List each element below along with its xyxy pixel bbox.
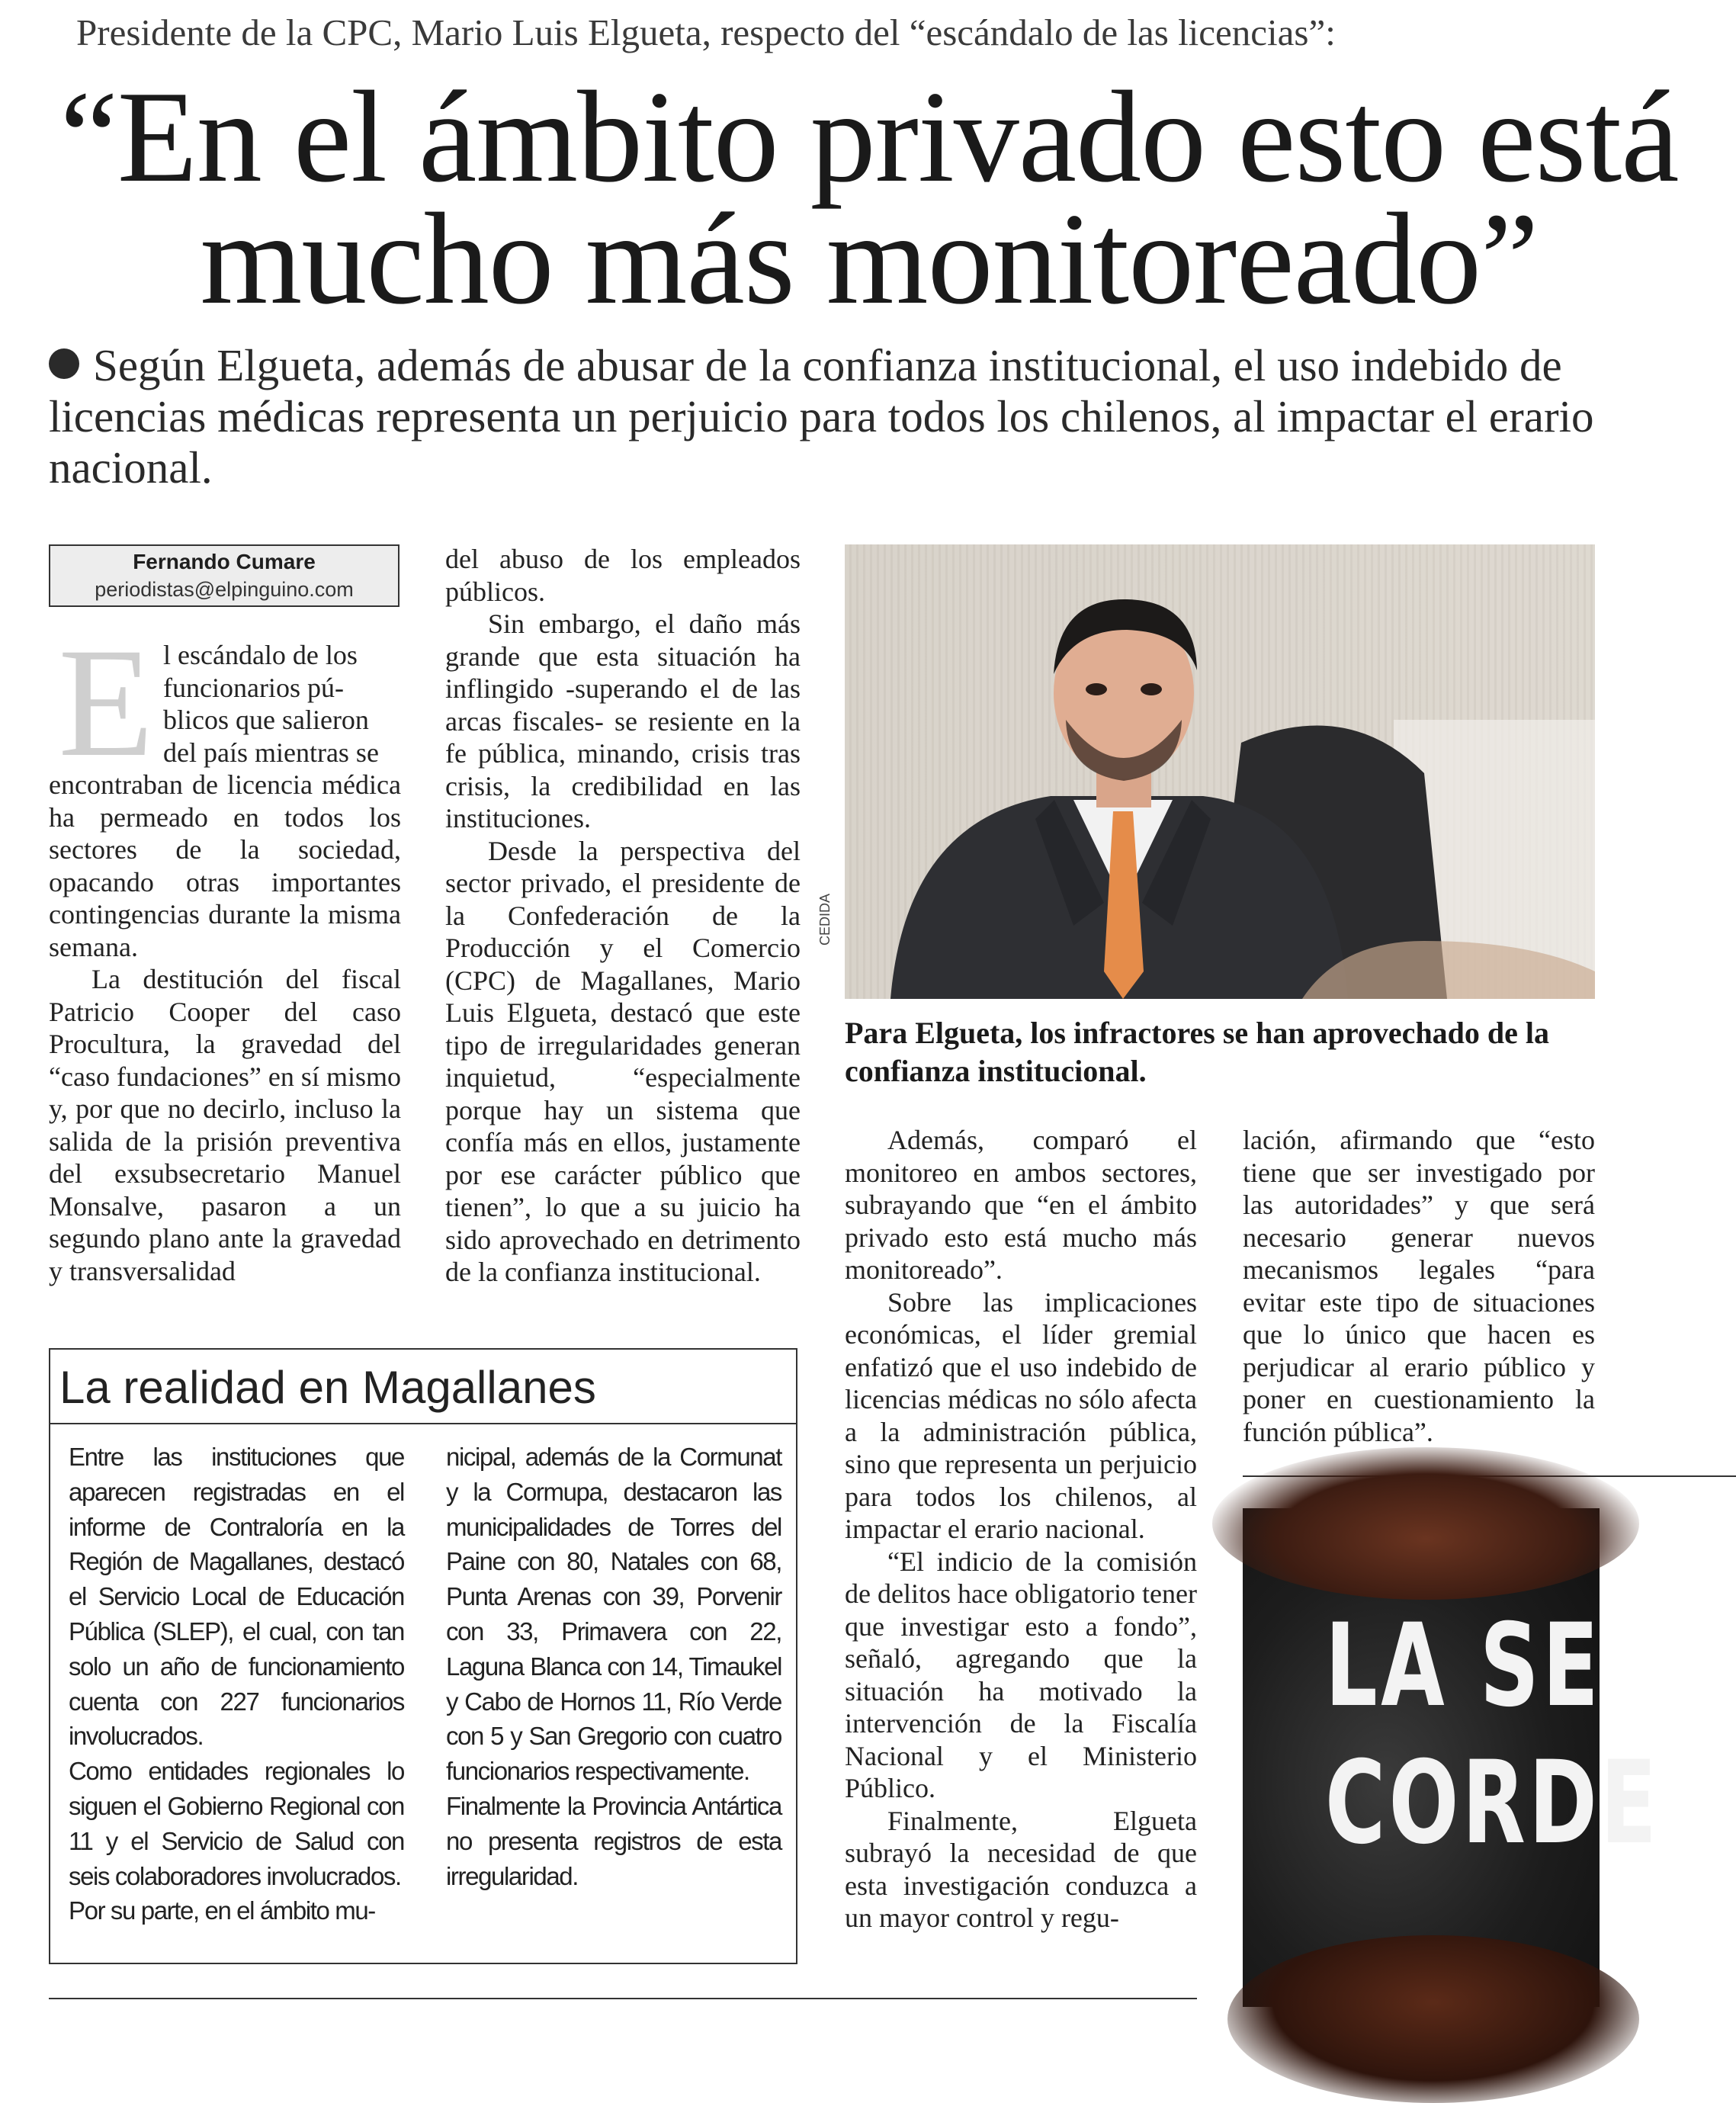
article-paragraph: Finalmente, Elgueta subrayó la necesidad de que esta investigación conduzca a un mayor control y regu-	[845, 1805, 1197, 1933]
ad-headline-line-2: CORDE	[1325, 1737, 1661, 1870]
article-column-1	[49, 616, 401, 1287]
byline-email[interactable]: periodistas@elpinguino.com	[95, 578, 354, 601]
sidebar-paragraph: Entre las instituciones que aparecen registradas en el informe de Contraloría en la Región de Magallanes, destacó el Servicio Local de Educación Pública (SLEP), el cual, con tan solo un año de funcionamiento cuenta con 227 funcionarios involucrados.	[69, 1443, 404, 1751]
dropcap-line: del país mientras se	[163, 737, 379, 768]
advertisement[interactable]	[1243, 1508, 1661, 2007]
kicker: Presidente de la CPC, Mario Luis Elgueta, respecto del “escándalo de las licencias”:	[76, 11, 1336, 53]
article-paragraph: Además, comparó el monitoreo en ambos sectores, subrayando que “en el ámbito privado esto está mucho más monitoreado”.	[845, 1125, 1197, 1285]
article-paragraph: Sobre las implicaciones económicas, el líder gremial enfatizó que el uso indebido de licencias médicas no sólo afecta a la administración pública, sino que representa un perjuicio para todos los chilenos, al impactar el erario nacional.	[845, 1286, 1197, 1544]
ad-food-image	[1212, 1447, 1639, 1600]
byline-box	[49, 544, 400, 607]
photo-credit: CEDIDA	[817, 893, 833, 946]
sidebar-paragraph: nicipal, además de la Cormunat y la Cormupa, destacaron las municipalidades de Torres del Paine con 80, Natales con 68, Punta Arenas con 39, Porvenir con 33, Primavera con 22, Laguna Blanca con 14, Timaukel y Cabo de Hornos 11, Río Verde con 5 y San Gregorio con cuatro funcionarios respectivamente.	[446, 1443, 781, 1786]
headline	[30, 65, 1708, 332]
article-text: encontraban de licencia médica ha permeado en todos los sectores de la sociedad, opacando otras importantes contingencias durante la misma semana.	[49, 769, 401, 962]
ad-food-image	[1227, 1935, 1639, 2103]
bullet-icon	[49, 348, 79, 379]
article-paragraph: La destitución del fiscal Patricio Cooper del caso Procultura, la gravedad del “caso fundaciones” en sí mismo y, por que no decirlo, incluso la salida de la prisión preventiva del exsubsecretario Manuel Monsalve, pasaron a un segundo plano ante la gravedad y transversalidad	[49, 964, 401, 1286]
article-paragraph	[49, 616, 401, 963]
deck-text: Según Elgueta, además de abusar de la confianza institucional, el uso indebido de licencias médicas representa un perjuicio para todos los chilenos, al impactar el erario nacional.	[49, 340, 1594, 493]
drop-cap: E	[58, 616, 154, 789]
sidebar-paragraph: Como entidades regionales lo siguen el Gobierno Regional con 11 y el Servicio de Salud con seis colaboradores involucrados.	[69, 1757, 404, 1890]
portrait-photo	[845, 544, 1595, 999]
dropcap-line: l escándalo de los	[163, 640, 358, 670]
sidebar-column-2	[446, 1440, 781, 1893]
byline-name: Fernando Cumare	[133, 550, 316, 573]
portrait-illustration	[845, 544, 1595, 999]
sidebar-divider	[49, 1423, 797, 1424]
sidebar-paragraph: Por su parte, en el ámbito mu-	[69, 1896, 375, 1925]
article-column-2	[445, 543, 801, 1289]
photo-caption: Para Elgueta, los infractores se han aprovechado de la confianza institucional.	[845, 1016, 1550, 1088]
sidebar-paragraph: Finalmente la Provincia Antártica no presenta registros de esta irregularidad.	[446, 1791, 781, 1890]
article-paragraph: del abuso de los empleados públicos.	[445, 544, 801, 607]
deck	[49, 340, 1604, 493]
headline-line-1: “En el ámbito privado esto está	[59, 65, 1679, 210]
dropcap-line: funcionarios pú-	[163, 672, 344, 703]
article-column-3	[845, 1124, 1197, 1934]
divider	[49, 1998, 1197, 1999]
article-paragraph: “El indicio de la comisión de delitos hace obligatorio tener que investigar esto a fondo”, señaló, agregando que la situación ha motivado la intervención de la Fiscalía Nacional y el Ministerio Público.	[845, 1546, 1197, 1803]
sidebar-title: La realidad en Magallanes	[59, 1362, 596, 1413]
article-paragraph: Desde la perspectiva del sector privado, el presidente de la Confederación de la Producción y el Comercio (CPC) de Magallanes, Mario Luis Elgueta, destacó que este tipo de irregularidades generan inquietud, “especialmente porque hay un sistema que confía más en ellos, justamente por ese carácter público que tienen”, lo que a su juicio ha sido aprovechado en detrimento de la confianza institucional.	[445, 835, 801, 1287]
ad-headline-line-1: LA SE	[1325, 1600, 1603, 1732]
sidebar-column-1	[69, 1440, 404, 1928]
article-column-4	[1243, 1124, 1595, 1448]
dropcap-line: blicos que salieron	[163, 705, 369, 735]
headline-line-2: mucho más monitoreado”	[200, 187, 1539, 332]
article-paragraph: lación, afirmando que “esto tiene que ser investigado por las autoridades” y que será necesario generar nuevos mecanismos legales “para evitar este tipo de situaciones que lo único que hacen es perjudicar al erario público y poner en cuestionamiento la función pública”.	[1243, 1125, 1595, 1447]
article-paragraph: Sin embargo, el daño más grande que esta situación ha inflingido -superando el de las arcas fiscales- se resiente en la fe pública, minando, crisis tras crisis, la credibilidad en las instituciones.	[445, 608, 801, 833]
